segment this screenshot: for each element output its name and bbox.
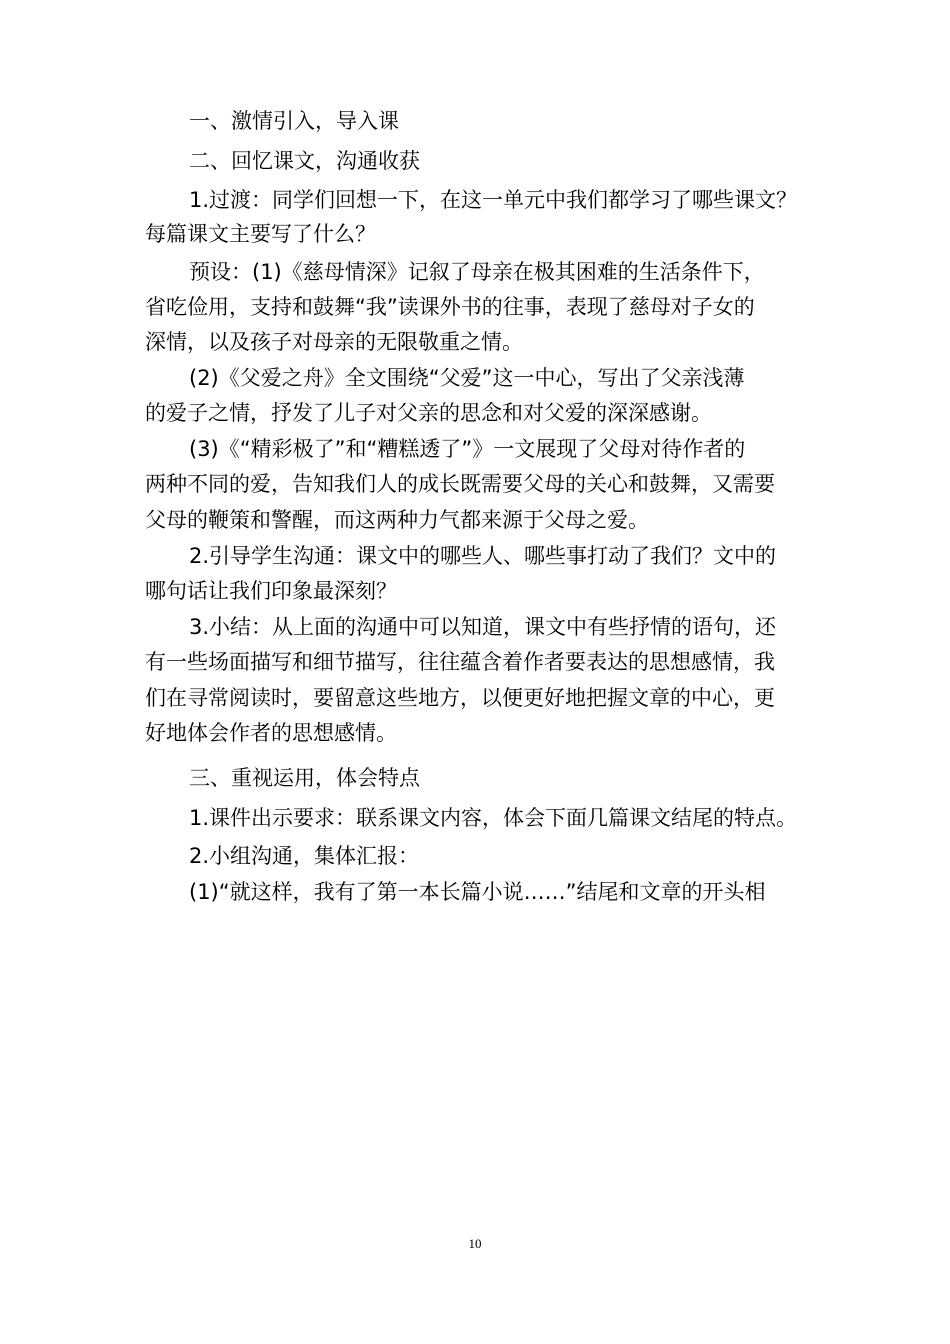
section-heading: 二、回忆课文，沟通收获 — [189, 149, 420, 173]
paragraph-line: 2.引导学生沟通：课文中的哪些人、哪些事打动了我们？文中的 — [189, 544, 777, 568]
paragraph-line: (2)《父爱之舟》全文围绕“父爱”这一中心，写出了父亲浅薄 — [189, 366, 745, 390]
section-heading: 三、重视运用，体会特点 — [189, 766, 420, 790]
paragraph-line: 们在寻常阅读时，要留意这些地方，以便更好地把握文章的中心，更 — [145, 686, 775, 710]
paragraph-line: 每篇课文主要写了什么？ — [145, 222, 376, 246]
paragraph-line: 1.过渡：同学们回想一下，在这一单元中我们都学习了哪些课文？ — [189, 188, 798, 212]
paragraph-line: 两种不同的爱，告知我们人的成长既需要父母的关心和鼓舞，又需要 — [145, 472, 775, 496]
paragraph-line: 1.课件出示要求：联系课文内容，体会下面几篇课文结尾的特点。 — [189, 806, 798, 830]
paragraph-line: 深情，以及孩子对母亲的无限敬重之情。 — [145, 330, 523, 354]
page-number: 10 — [468, 1236, 482, 1251]
paragraph-line: (1)“就这样，我有了第一本长篇小说……”结尾和文章的开头相 — [189, 880, 766, 904]
paragraph-line: 有一些场面描写和细节描写，往往蕴含着作者要表达的思想感情，我 — [145, 650, 775, 674]
paragraph-line: (3)《“精彩极了”和“糟糕透了”》一文展现了父母对待作者的 — [189, 437, 746, 461]
paragraph-line: 预设：(1)《慈母情深》记叙了母亲在极其困难的生活条件下， — [189, 260, 765, 284]
paragraph-line: 3.小结：从上面的沟通中可以知道，课文中有些抒情的语句，还 — [189, 615, 777, 639]
paragraph-line: 哪句话让我们印象最深刻？ — [145, 579, 397, 603]
section-heading: 一、激情引入，导入课 — [189, 109, 399, 133]
paragraph-line: 2.小组沟通，集体汇报： — [189, 844, 420, 868]
paragraph-line: 省吃俭用，支持和鼓舞“我”读课外书的往事，表现了慈母对子女的 — [145, 295, 755, 319]
paragraph-line: 的爱子之情，抒发了儿子对父亲的思念和对父爱的深深感谢。 — [145, 401, 712, 425]
paragraph-line: 好地体会作者的思想感情。 — [145, 721, 397, 745]
paragraph-line: 父母的鞭策和警醒，而这两种力气都来源于父母之爱。 — [145, 508, 649, 532]
